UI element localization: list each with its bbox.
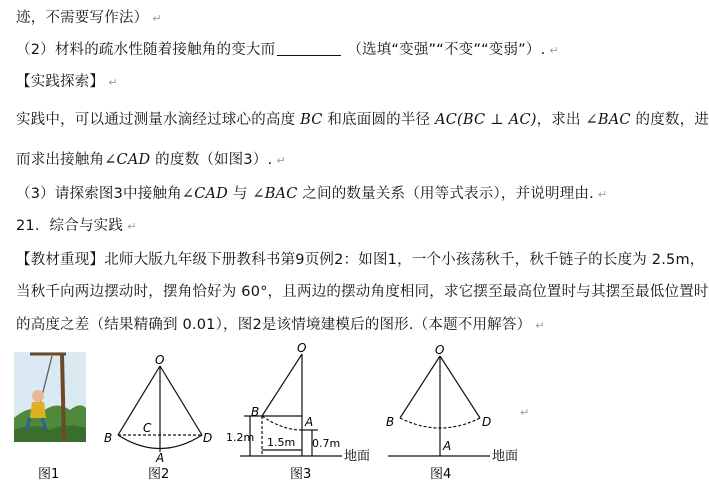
fig4-label-b: B [386,415,395,429]
fig3-dim-right-height: 0.7m [312,437,341,450]
return-mark-icon: ↵ [597,188,608,201]
return-mark-icon: ↵ [127,220,137,233]
fig4-label-a: A [443,439,452,453]
figures-row [0,338,700,486]
text-line-9: 当秋千向两边摆动时，摆角恰好为 60°，且两边的摆动角度相同，求它摆至最高位置时与其摆至最低位置时 [16,284,709,300]
text-line-8: 【教材重现】北师大版九年级下册教科书第9页例2：如图1，一个小孩荡秋千，秋千链子的长度为 2.5m， [16,252,705,268]
figure-3-caption: 图3 [290,467,312,482]
fig3-dim-left-height: 1.2m [226,431,255,444]
fig2-label-d: D [203,431,213,445]
fig3-dim-width: 1.5m [267,436,296,449]
fig4-ground-label: 地面 [492,449,519,464]
figure-1-swing-picture [14,352,86,442]
question-2: （2）材料的疏水性随着接触角的变大而 （选填“变强”“不变”“变弱”）. ↵ [16,42,559,58]
text-line-1: 迹，不需要写作法） ↵ [16,10,162,26]
section-heading-practice: 【实践探索】 ↵ [16,74,118,90]
answer-blank[interactable] [277,41,341,56]
fig3-ground-label: 地面 [344,449,371,464]
return-mark-icon: ↵ [152,12,162,25]
figure-4-caption: 图4 [430,467,452,482]
fig2-label-b: B [104,431,113,445]
text-line-5: 而求出接触角∠CAD 的度数（如图3）. ↵ [16,152,286,168]
fig3-label-o: O [297,341,307,355]
return-mark-icon: ↵ [276,154,286,167]
problem-21-heading: 21．综合与实践 ↵ [16,218,137,234]
question-3: （3）请探索图3中接触角∠CAD 与 ∠BAC 之间的数量关系（用等式表示），并说明理由. ↵ [16,186,608,202]
figure-1-caption: 图1 [38,467,60,482]
text-line-4: 实践中，可以通过测量水滴经过球心的高度 BC 和底面圆的半径 AC(BC ⊥ AC)，求出 ∠BAC 的度数，进 [16,112,709,128]
text-line-10: 的高度之差（结果精确到 0.01），图2是该情境建模后的图形.（本题不用解答） ↵ [16,317,545,333]
return-mark-icon: ↵ [108,76,118,89]
fig2-label-c: C [143,421,152,435]
fig2-label-a: A [156,451,165,465]
figure-2-caption: 图2 [148,467,170,482]
fig4-label-o: O [435,343,445,357]
return-mark-icon: ↵ [549,44,559,57]
fig3-label-b: B [251,405,260,419]
return-mark-icon: ↵ [520,406,530,419]
figure-2-diagram [118,366,202,452]
return-mark-icon: ↵ [535,319,545,332]
fig2-label-o: O [155,353,165,367]
figure-4-diagram [388,356,490,456]
fig3-label-a: A [305,415,314,429]
fig4-label-d: D [482,415,492,429]
